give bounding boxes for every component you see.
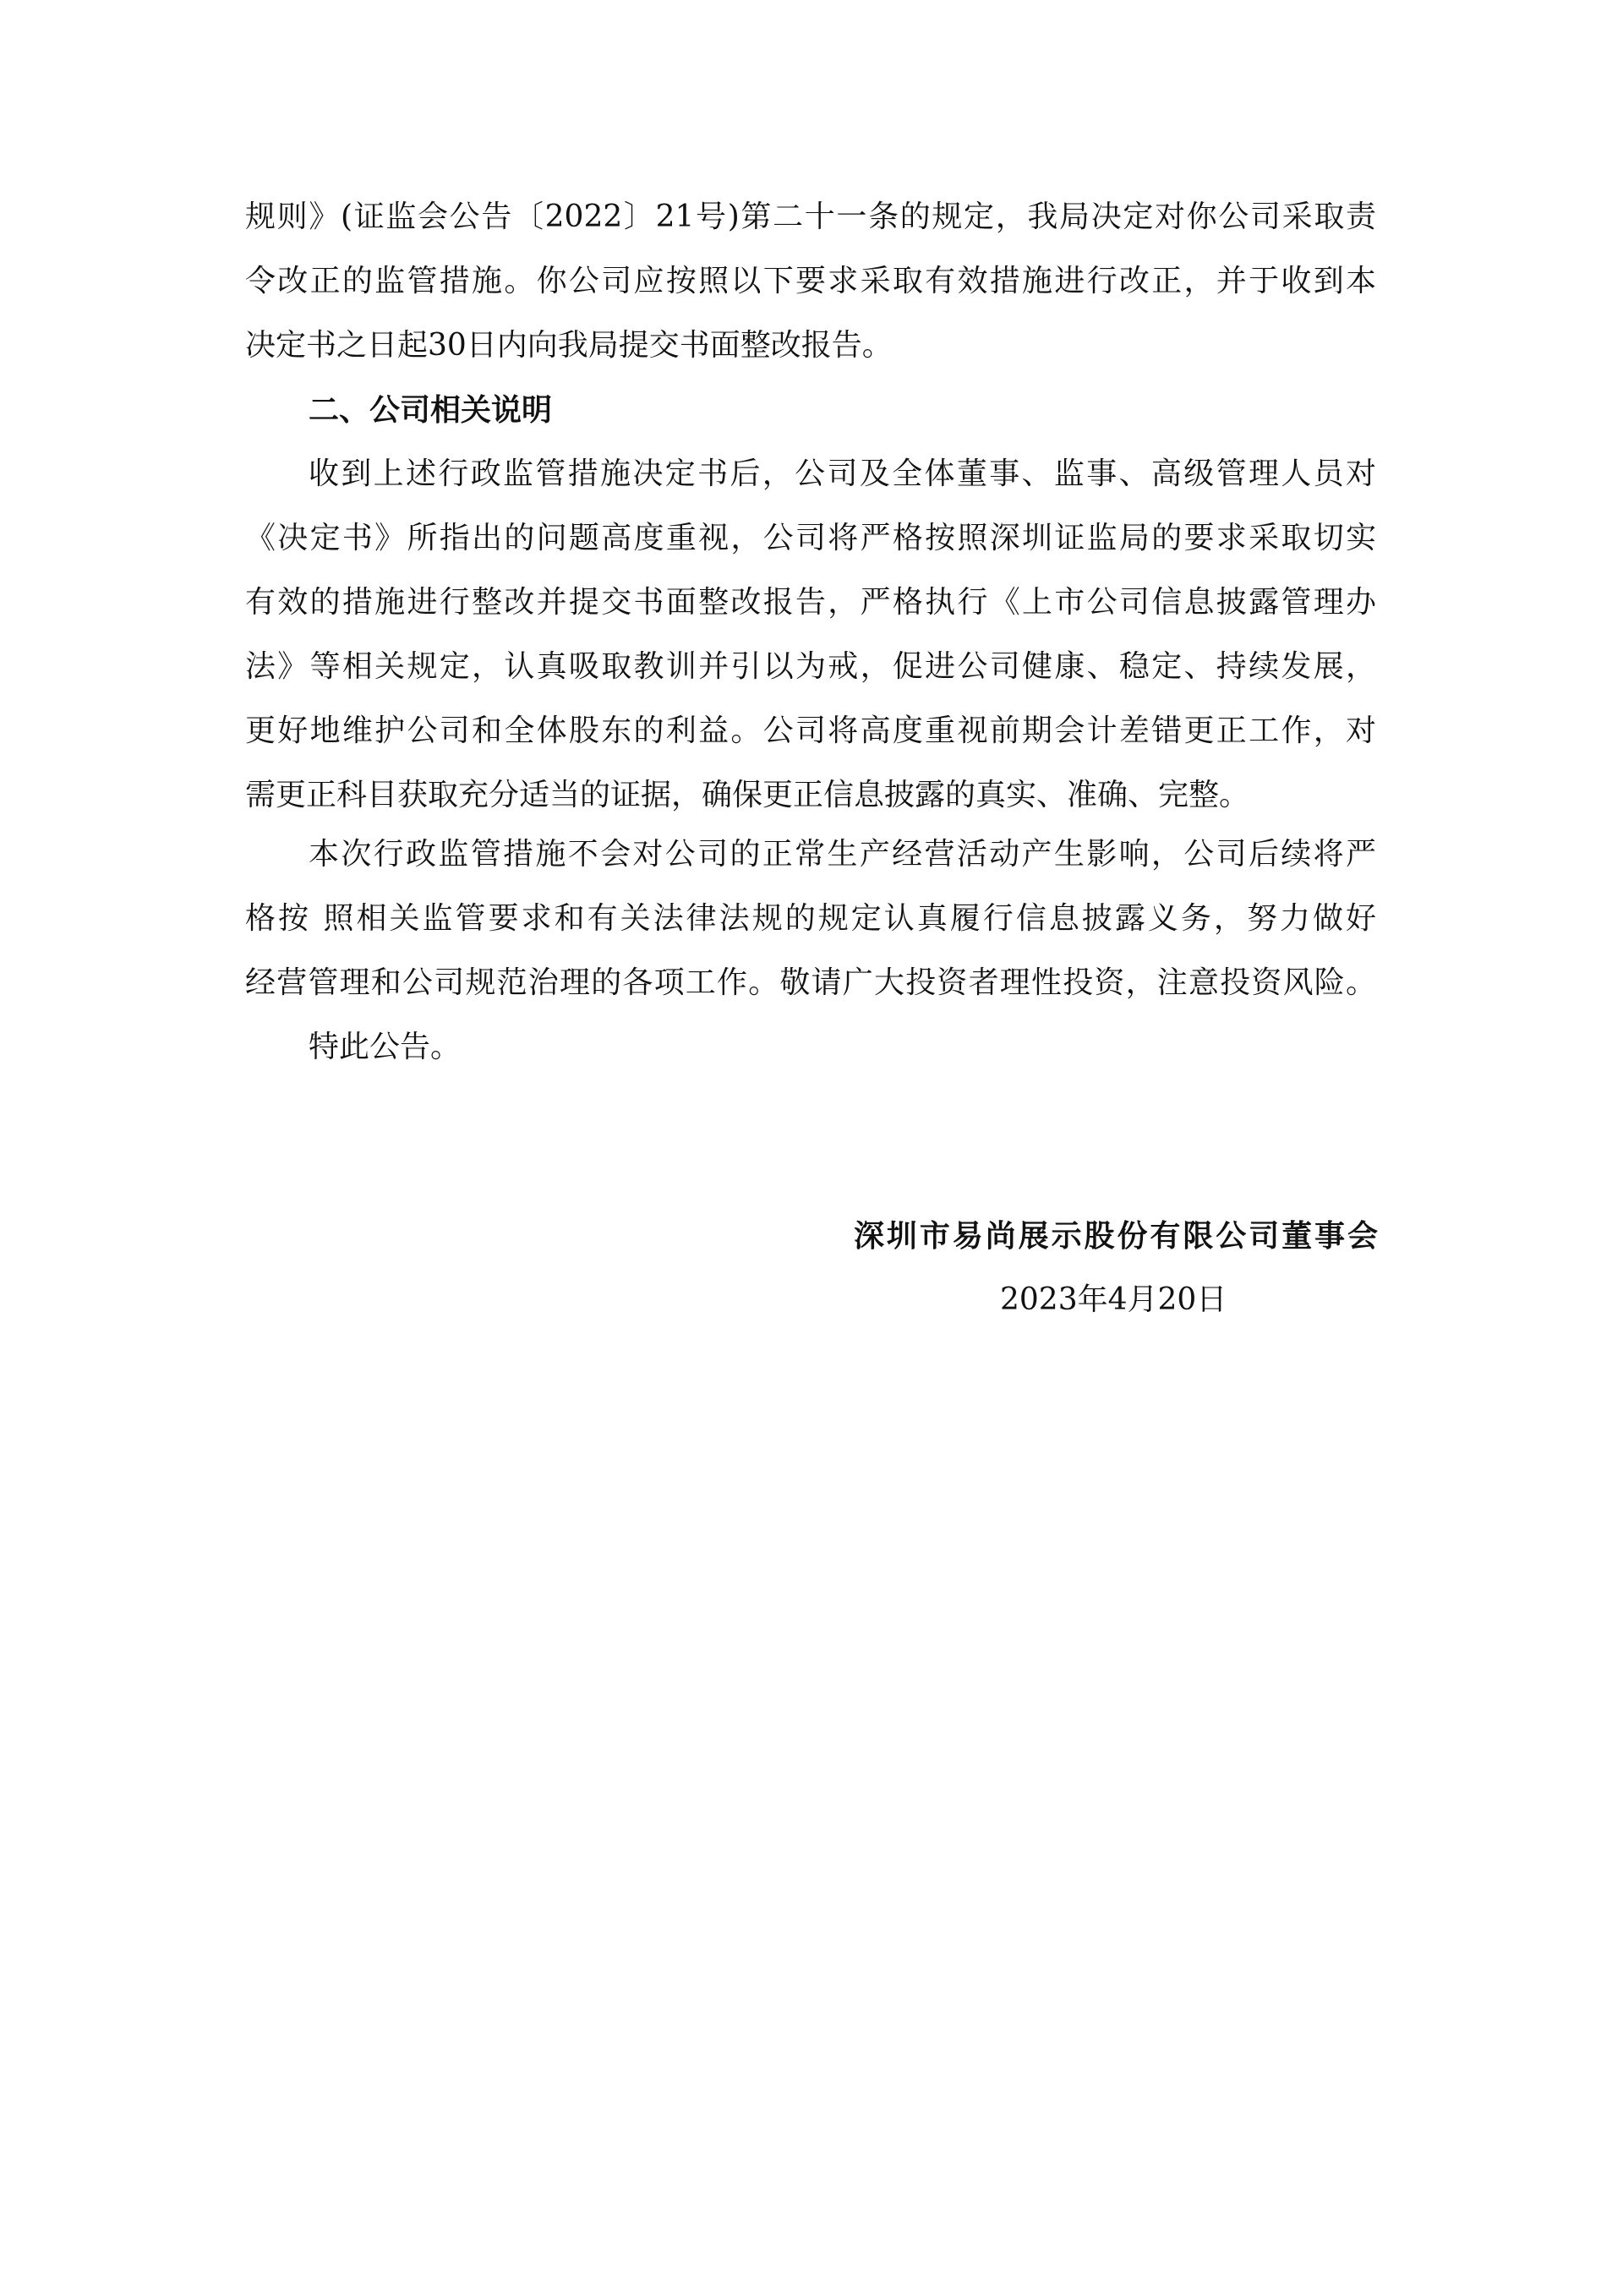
body-text-line: 规则》(证监会公告〔2022〕21号)第二十一条的规定，我局决定对你公司采取责 — [245, 200, 1376, 234]
body-text-line: 格按 照相关监管要求和有关法律法规的规定认真履行信息披露义务，努力做好 — [245, 901, 1376, 936]
body-text-line: 经营管理和公司规范治理的各项工作。敬请广大投资者理性投资，注意投资风险。 — [245, 965, 1376, 1000]
body-text-line: 本次行政监管措施不会对公司的正常生产经营活动产生影响，公司后续将严 — [309, 837, 1376, 872]
signature-company: 深圳市易尚展示股份有限公司董事会 — [854, 1218, 1378, 1254]
body-text-line: 法》等相关规定，认真吸取教训并引以为戒，促进公司健康、稳定、持续发展， — [245, 649, 1376, 684]
section-heading: 二、公司相关说明 — [309, 392, 553, 428]
body-text-line: 更好地维护公司和全体股东的利益。公司将高度重视前期会计差错更正工作，对 — [245, 713, 1376, 748]
signature-date: 2023年4月20日 — [1000, 1282, 1227, 1317]
body-text-line: 决定书之日起30日内向我局提交书面整改报告。 — [245, 328, 893, 363]
closing-statement: 特此公告。 — [309, 1030, 462, 1064]
body-text-line: 令改正的监管措施。你公司应按照以下要求采取有效措施进行改正，并于收到本 — [245, 264, 1376, 298]
body-text-line: 收到上述行政监管措施决定书后，公司及全体董事、监事、高级管理人员对 — [309, 456, 1376, 491]
body-text-line: 有效的措施进行整改并提交书面整改报告，严格执行《上市公司信息披露管理办 — [245, 585, 1376, 620]
body-text-line: 《决定书》所指出的问题高度重视，公司将严格按照深圳证监局的要求采取切实 — [245, 521, 1376, 555]
body-text-line: 需更正科目获取充分适当的证据，确保更正信息披露的真实、准确、完整。 — [245, 778, 1250, 812]
